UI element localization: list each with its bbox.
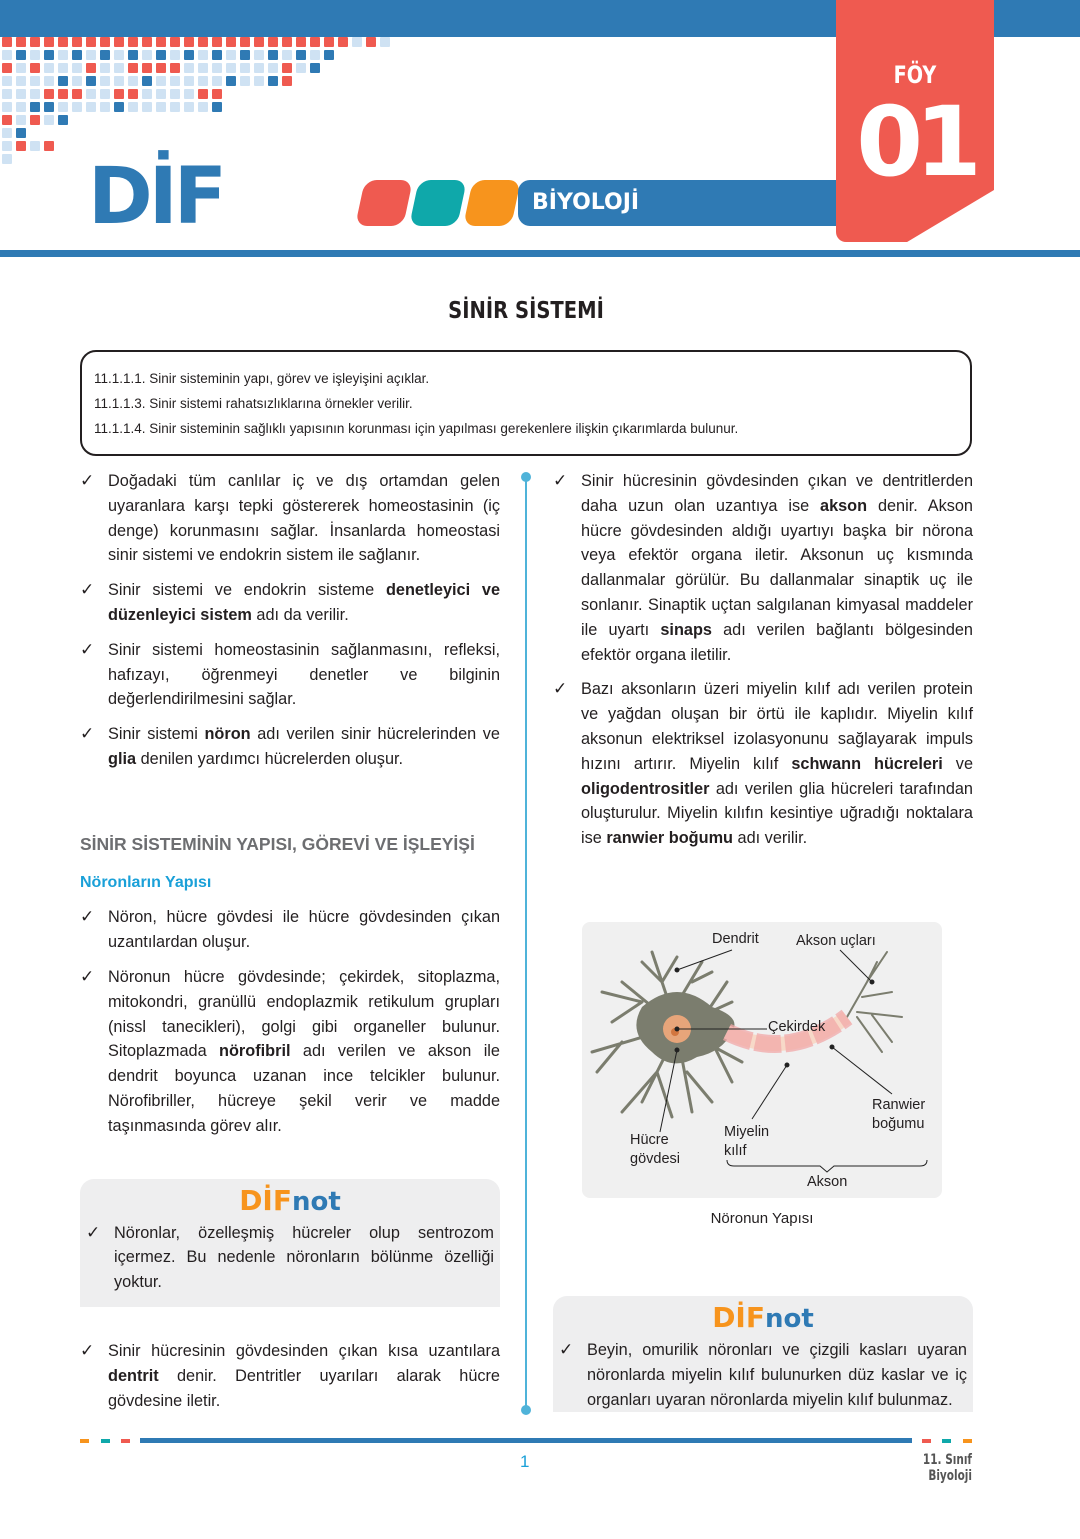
mosaic-tile [296,50,306,60]
footer-dash [942,1439,951,1443]
mosaic-tile [240,37,250,47]
page-number: 1 [520,1452,530,1471]
bullet-item [80,638,500,712]
mosaic-tile [184,37,194,47]
mosaic-tile [198,89,208,99]
mosaic-tile [170,50,180,60]
mosaic-tile [114,37,124,47]
mosaic-tile [2,141,12,151]
bullet-item [80,578,500,628]
mosaic-tile [156,63,166,73]
bold-term: denetleyici ve düzenleyici sistem [108,581,500,624]
mosaic-tile [44,76,54,86]
mosaic-tile [30,50,40,60]
mosaic-tile [2,89,12,99]
mosaic-tile [128,76,138,86]
mosaic-tile [156,50,166,60]
bullet-item [553,469,973,667]
check-icon: ✓ [80,471,95,490]
mosaic-tile [100,76,110,86]
red-pill [355,180,413,226]
mosaic-tile [100,102,110,112]
text-segment: Sinir hücresinin gövdesinden çıkan ve dentritlerden daha uzun olan uzantıya ise [581,472,973,515]
bullet-item [80,722,500,772]
mosaic-tile [100,63,110,73]
check-icon: ✓ [559,1340,574,1359]
column-divider [525,477,527,1411]
footer-dash [101,1439,110,1443]
mosaic-tile [16,37,26,47]
objective: 11.1.1.4. Sinir sisteminin sağlıklı yapısının korunması için yapılması gerekenlere ilişkin çıkarımlarda bulunur. [94,421,739,436]
mosaic-tile [30,37,40,47]
mosaic-tile [198,102,208,112]
mosaic-tile [2,154,12,164]
mosaic-tile [2,102,12,112]
objective: 11.1.1.3. Sinir sistemi rahatsızlıklarına örnekler verilir. [94,396,413,411]
mosaic-tile [72,102,82,112]
mosaic-tile [58,37,68,47]
mosaic-tile [254,76,264,86]
mosaic-tile [310,63,320,73]
mosaic-tile [16,128,26,138]
page-title: SİNİR SİSTEMİ [448,298,604,324]
mosaic-tile [30,115,40,125]
mosaic-tile [58,102,68,112]
pixel-mosaic-decoration [0,37,420,167]
mosaic-tile [30,141,40,151]
mosaic-tile [282,37,292,47]
bullet-item [86,1221,494,1295]
brand-logo: DİF [88,152,224,242]
bold-term: akson [820,496,868,515]
bold-term: nörofibril [219,1042,291,1061]
check-icon: ✓ [80,966,95,986]
divider-dot [521,472,531,482]
mosaic-tile [324,37,334,47]
text-segment: adı verilen sinir hücrelerinden ve [250,725,500,744]
mosaic-tile [16,141,26,151]
teal-pill [409,180,467,226]
mosaic-tile [212,76,222,86]
figure-caption: Nöronun Yapısı [710,1210,814,1227]
text-segment: Sinir sistemi ve endokrin sisteme [108,581,386,600]
objective: 11.1.1.1. Sinir sisteminin yapı, görev ve işleyişini açıklar. [94,371,430,386]
mosaic-tile [184,63,194,73]
bullet-item [559,1338,967,1412]
text-segment: Nöronun hücre gövdesinde; çekirdek, sitoplazma, mitokondri, granüllü endoplazmik retikulum grupları (nissl tanecikleri), golgi gibi organeller bulunur. Sitoplazmada [108,967,500,1061]
mosaic-tile [296,37,306,47]
sheet-label: FÖY [893,61,937,89]
mosaic-tile [240,63,250,73]
mosaic-tile [72,76,82,86]
mosaic-tile [16,63,26,73]
mosaic-tile [226,37,236,47]
mosaic-tile [142,50,152,60]
mosaic-tile [212,102,222,112]
mosaic-tile [128,89,138,99]
mosaic-tile [338,37,348,47]
mosaic-tile [254,37,264,47]
mosaic-tile [212,37,222,47]
text-segment: denilen yardımcı hücrelerden oluşur. [136,749,404,768]
mosaic-tile [142,76,152,86]
mosaic-tile [198,63,208,73]
book-title: 11. Sınıf Biyoloji [922,1452,972,1484]
mosaic-tile [114,63,124,73]
mosaic-tile [86,76,96,86]
section-title: SİNİR SİSTEMİNİN YAPISI, GÖREVİ VE İŞLEYİŞİ [80,833,475,854]
mosaic-tile [268,76,278,86]
mosaic-tile [170,89,180,99]
mosaic-tile [128,50,138,60]
divider-dot [521,1405,531,1415]
mosaic-tile [254,63,264,73]
mosaic-tile [100,89,110,99]
mosaic-tile [142,63,152,73]
footer-dash [922,1439,931,1443]
mosaic-tile [86,89,96,99]
label-miyelin: Miyelin kılıf [724,1124,770,1159]
mosaic-tile [198,50,208,60]
text-segment: adı verilen glia hücreleri tarafından oluşturulur. Miyelin kılıfın kesintiye uğradığı noktalara ise [581,779,973,848]
mosaic-tile [86,50,96,60]
mosaic-tile [58,115,68,125]
mosaic-tile [142,102,152,112]
mosaic-tile [310,50,320,60]
leader-lines [660,950,927,1172]
mosaic-tile [44,141,54,151]
mosaic-tile [16,115,26,125]
mosaic-tile [2,50,12,60]
mosaic-tile [366,37,376,47]
bullet-item [80,965,500,1139]
mosaic-tile [16,76,26,86]
mosaic-tile [16,102,26,112]
mosaic-tile [212,50,222,60]
mosaic-tile [44,102,54,112]
subject-label: BİYOLOJİ [518,180,848,226]
mosaic-tile [2,115,12,125]
mosaic-tile [170,63,180,73]
mosaic-tile [44,37,54,47]
mosaic-tile [352,37,362,47]
header-divider [0,250,1080,257]
mosaic-tile [310,37,320,47]
difnot-box [553,1296,973,1412]
text-segment: Nöronlar, özelleşmiş hücreler olup sentrozom içermez. Bu nedenle nöronların bölünme özelliği yoktur. [114,1223,494,1292]
check-icon: ✓ [80,639,95,659]
footer-dash [80,1439,89,1443]
bold-term: ranwier boğumu [606,829,733,848]
difnot-box [80,1179,500,1307]
mosaic-tile [2,63,12,73]
mosaic-tile [2,37,12,47]
mosaic-tile [44,63,54,73]
mosaic-tile [198,37,208,47]
mosaic-tile [114,89,124,99]
mosaic-tile [58,63,68,73]
text-segment: denir. Dentritler uyarıları alarak hücre gövdesine iletir. [108,1366,500,1410]
left-column [80,469,500,1423]
mosaic-tile [184,102,194,112]
text-segment: Sinir hücresinin gövdesinden çıkan kısa uzantılara [108,1341,500,1360]
check-icon: ✓ [80,907,95,927]
subsection-title: Nöronların Yapısı [80,873,212,891]
mosaic-tile [2,76,12,86]
label-akson: Akson [807,1174,848,1190]
mosaic-tile [86,63,96,73]
text-segment: Sinir sistemi [108,725,205,744]
footer-dash [963,1439,972,1443]
mosaic-tile [30,63,40,73]
mosaic-tile [114,50,124,60]
mosaic-tile [184,89,194,99]
mosaic-tile [212,63,222,73]
mosaic-tile [282,63,292,73]
mosaic-tile [128,102,138,112]
mosaic-tile [30,89,40,99]
mosaic-tile [142,89,152,99]
mosaic-tile [58,89,68,99]
mosaic-tile [156,76,166,86]
mosaic-tile [142,37,152,47]
label-ranwier: Ranwier boğumu [872,1097,926,1132]
check-icon: ✓ [80,580,95,600]
mosaic-tile [44,115,54,125]
text-segment: Nöron, hücre gövdesi ile hücre gövdesinden çıkan uzantılardan oluşur. [108,908,500,952]
footer-line [140,1438,912,1443]
mosaic-tile [44,89,54,99]
mosaic-tile [282,50,292,60]
text-segment: Sinir sistemi homeostasinin sağlanmasını, refleksi, hafızayı, öğrenmeyi denetler ve bilginin değerlendirilmesini sağlar. [108,640,500,709]
mosaic-tile [156,37,166,47]
right-column [553,469,973,861]
bullet-item [80,469,500,568]
mosaic-tile [240,76,250,86]
label-akson-uclari: Akson uçları [796,933,876,949]
mosaic-tile [170,76,180,86]
text-segment: adı verilen ve akson ile dendrit boyunca uzanan ince telcikler bulunur. Nörofibriller, hücreye şekil verir ve madde taşınmasında görev alır. [108,1042,500,1135]
bold-term: sinaps [660,620,712,639]
check-icon: ✓ [80,724,95,744]
check-icon: ✓ [553,471,568,490]
mosaic-tile [380,37,390,47]
mosaic-tile [184,76,194,86]
mosaic-tile [72,89,82,99]
footer-dash [121,1439,130,1443]
mosaic-tile [100,50,110,60]
text-segment: Bazı aksonların üzeri miyelin kılıf adı verilen protein ve yağdan oluşan bir örtü ile kaplıdır. Miyelin kılıf aksonun elektriksel izolasyonunu sağlayarak impuls hızını artırır. Miyelin kılıf [581,680,973,773]
text-segment: adı verilir. [733,829,808,848]
mosaic-tile [254,50,264,60]
bold-term: oligodentrositler [581,779,710,798]
color-pills-decoration [360,180,516,226]
mosaic-tile [72,37,82,47]
check-icon: ✓ [86,1222,101,1242]
text-segment: adı verilen bağlantı bölgesinden efektör organa iletilir. [581,620,973,664]
mosaic-tile [212,89,222,99]
bold-term: nöron [204,725,251,744]
bullet-item [553,677,973,851]
neuron-figure [582,922,942,1198]
mosaic-tile [324,50,334,60]
mosaic-tile [268,63,278,73]
mosaic-tile [128,37,138,47]
mosaic-tile [156,102,166,112]
bullet-item [80,1339,500,1413]
mosaic-tile [44,50,54,60]
mosaic-tile [58,50,68,60]
orange-pill [463,180,521,226]
mosaic-tile [72,50,82,60]
mosaic-tile [100,37,110,47]
mosaic-tile [268,50,278,60]
mosaic-tile [226,63,236,73]
mosaic-tile [226,50,236,60]
mosaic-tile [282,76,292,86]
mosaic-tile [226,76,236,86]
text-segment: ve [942,754,973,773]
text-segment: Beyin, omurilik nöronları ve çizgili kasları uyaran nöronlarda miyelin kılıf bulunurken düz kaslar ve iç organları uyaran nöronlarda miyelin kılıf bulunmaz. [587,1341,967,1409]
check-icon: ✓ [553,679,568,699]
label-hucre-govdesi: Hücre gövdesi [630,1132,680,1167]
bold-term: glia [108,749,137,768]
mosaic-tile [114,76,124,86]
mosaic-tile [72,63,82,73]
mosaic-tile [86,102,96,112]
mosaic-tile [296,63,306,73]
mosaic-tile [30,76,40,86]
mosaic-tile [128,63,138,73]
mosaic-tile [16,89,26,99]
mosaic-tile [58,76,68,86]
bullet-item [80,905,500,955]
mosaic-tile [30,102,40,112]
sheet-number: 01 [856,86,974,198]
bold-term: schwann hücreleri [791,754,943,773]
label-dendrit: Dendrit [712,931,759,947]
mosaic-tile [170,102,180,112]
mosaic-tile [240,50,250,60]
mosaic-tile [156,89,166,99]
mosaic-tile [198,76,208,86]
text-segment: Doğadaki tüm canlılar iç ve dış ortamdan gelen uyaranlara karşı tepki göstererek homeostasinin (iç denge) korunmasını sağlar. İnsanlarda homeostasi sinir sistemi ve endokrin sistem ile sağlanır. [108,472,500,565]
difnot-logo: DİFnot [239,1183,341,1217]
mosaic-tile [16,50,26,60]
objectives-box [80,350,972,456]
mosaic-tile [2,128,12,138]
text-segment: denir. Akson hücre gövdesinden aldığı uyartıyı başka bir nörona veya efektör organa iletir. Aksonun uç kısmında dallanmalar görülür. Bu dallanmalar sinaptik uç ile sonlanır. Sinaptik uçtan salgılanan kimyasal maddeler ile uyartı [581,496,973,639]
label-cekirdek: Çekirdek [768,1019,826,1035]
mosaic-tile [86,37,96,47]
check-icon: ✓ [80,1340,95,1360]
difnot-logo: DİFnot [712,1301,814,1334]
mosaic-tile [268,37,278,47]
mosaic-tile [114,102,124,112]
text-segment: adı da verilir. [251,605,349,624]
mosaic-tile [184,50,194,60]
bold-term: dentrit [108,1366,159,1385]
mosaic-tile [170,37,180,47]
